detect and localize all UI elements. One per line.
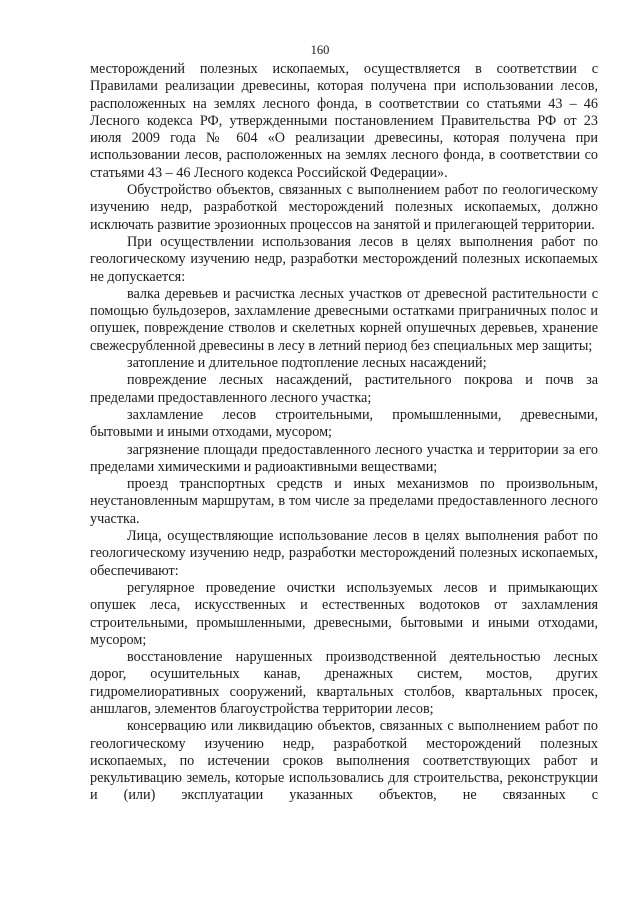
list-item-conservation: консервацию или ликвидацию объектов, связанных с выполнением работ по геологическому изучению недр, разработкой месторождений полезных ископаемых, по истечении сроков выполнения соответствующих работ и рекультивацию земель, которые использовались для строительства, реконструкции и (или) эксплуатации указанных объектов, не связанных с — [90, 718, 598, 804]
paragraph-prohibitions-intro: При осуществлении использования лесов в целях выполнения работ по геологическому изучению недр, разработки месторождений полезных ископаемых не допускается: — [90, 233, 598, 285]
list-item-cleaning: регулярное проведение очистки используемых лесов и примыкающих опушек леса, искусственных и естественных водотоков от захламления строительными, промышленными, древесными, бытовыми и иными отходами, мусором; — [90, 579, 598, 648]
page-number: 160 — [310, 43, 330, 57]
paragraph-objects-arrangement: Обустройство объектов, связанных с выполнением работ по геологическому изучению недр, разработкой месторождений полезных ископаемых, должно исключать развитие эрозионных процессов на занятой и прилегающей территории. — [90, 182, 598, 233]
page-body — [90, 61, 598, 805]
list-item-flooding: затопление и длительное подтопление лесных насаждений; — [127, 355, 487, 372]
list-item-vehicle-passage: проезд транспортных средств и иных механизмов по произвольным, неустановленным маршрутам, в том числе за пределами предоставленного лесного участка. — [90, 476, 598, 527]
list-item-restoration: восстановление нарушенных производственной деятельностью лесных дорог, осушительных канав, дренажных систем, мостов, других гидромелиоративных сооружений, квартальных столбов, квартальных просек, аншлагов, элементов благоустройства территории лесов; — [90, 649, 598, 717]
list-item-pollution: загрязнение площади предоставленного лесного участка и территории за его пределами химическими и радиоактивными веществами; — [90, 441, 598, 475]
list-item-tree-felling: валка деревьев и расчистка лесных участков от древесной растительности с помощью бульдозеров, захламление древесными остатками приграничных полос и опушек, повреждение стволов и скелетных корней опушечных деревьев, хранение свежесрубленной древесины в лесу в летний период без специальных мер защиты; — [90, 285, 598, 354]
list-item-damage: повреждение лесных насаждений, растительного покрова и почв за пределами предоставленного лесного участка; — [90, 372, 598, 406]
list-item-littering: захламление лесов строительными, промышленными, древесными, бытовыми и иными отходами, мусором; — [90, 406, 598, 441]
paragraph-obligations-intro: Лица, осуществляющие использование лесов в целях выполнения работ по геологическому изучению недр, разработки месторождений полезных ископаемых, обеспечивают: — [90, 528, 598, 579]
paragraph-continuation: месторождений полезных ископаемых, осуществляется в соответствии с Правилами реализации древесины, которая получена при использовании лесов, расположенных на землях лесного фонда, в соответствии со статьями 43 – 46 Лесного кодекса РФ, утвержденными постановлением Правительства РФ от 23 июля 2009 года № 604 «О реализации древесины, которая получена при использовании лесов, расположенных на землях лесного фонда, в соответствии со статьями 43 – 46 Лесного кодекса Российской Федерации». — [90, 61, 598, 181]
